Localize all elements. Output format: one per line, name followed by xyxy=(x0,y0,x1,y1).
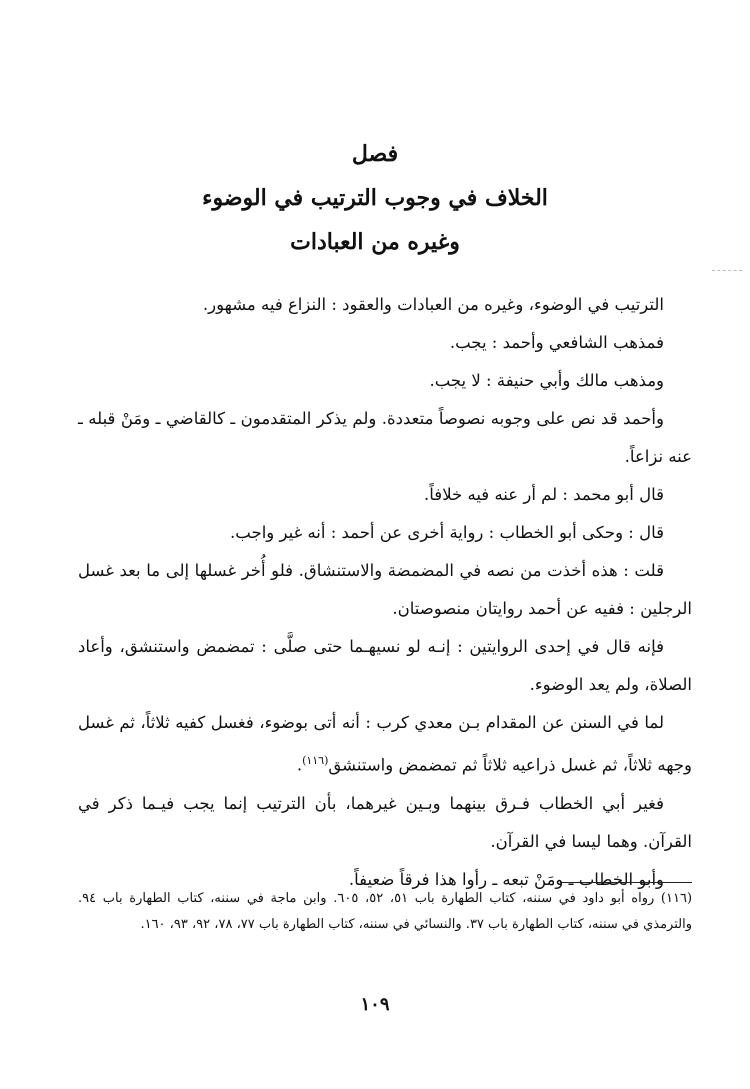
paragraph-1: الترتيب في الوضوء، وغيره من العبادات والعقود : النزاع فيه مشهور. xyxy=(202,295,664,314)
paragraph-6: قال : وحكى أبو الخطاب : رواية أخرى عن أحمد : أنه غير واجب. xyxy=(230,523,664,542)
paragraph-2: فمذهب الشافعي وأحمد : يجب. xyxy=(449,333,664,352)
paragraph-5: قال أبو محمد : لم أر عنه فيه خلافاً. xyxy=(424,485,664,504)
footnote-divider xyxy=(560,882,692,883)
body-text xyxy=(78,286,692,899)
paragraph-11: وأبو الخطاب ـ ومَنْ تبعه ـ رأوا هذا فرقاً ضعيفاً. xyxy=(348,869,664,889)
paragraph-8: فإنه قال في إحدى الروايتين : إنـه لو نسيهـما حتى صلَّى : تمضمض واستنشق، وأعاد الصلاة، ولم يعد الوضوء. xyxy=(78,637,692,694)
page-number: ١٠٩ xyxy=(360,994,390,1015)
section-heading: فصل xyxy=(351,141,399,167)
paragraph-9: لما في السنن عن المقدام بـن معدي كرب : أنه أتى بوضوء، فغسل كفيه ثلاثاً، ثم غسل وجهه ثلاثاً، ثم غسل ذراعيه ثلاثاً ثم تمضمض واستنشق$^{(١١٦)}$. xyxy=(78,713,692,775)
footnote-116: (١١٦) رواه أبو داود في سننه، كتاب الطهارة باب ٥١، ٥٢، ٦٠٥. وابن ماجة في سننه، كتاب الطهارة باب ٩٤. والترمذي في سننه، كتاب الطهارة باب ٣٧. والنسائي في سننه، كتاب الطهارة باب ٧٧، ٧٨، ٩٢، ٩٣، ١٦٠. xyxy=(78,891,693,932)
chapter-headings xyxy=(0,132,750,264)
paragraph-10: فغير أبي الخطاب فـرق بينهما وبـين غيرهما، بأن الترتيب إنما يجب فيـما ذكر في القرآن. وهما ليسا في القرآن. xyxy=(78,793,692,851)
margin-dash-mark xyxy=(712,270,742,271)
footnote-ref-116: (١١٦) xyxy=(302,754,329,767)
paragraph-3: ومذهب مالك وأبي حنيفة : لا يجب. xyxy=(429,371,664,390)
paragraph-4: وأحمد قد نص على وجوبه نصوصاً متعددة. ولم يذكر المتقدمون ـ كالقاضي ـ ومَنْ قبله ـ عنه نزاعاً. xyxy=(78,409,692,466)
chapter-title: الخلاف في وجوب الترتيب في الوضوء xyxy=(202,185,548,211)
paragraph-7: قلت : هذه أخذت من نصه في المضمضة والاستنشاق. فلو أُخر غسلها إلى ما بعد غسل الرجلين : ففيه عن أحمد روايتان منصوصتان. xyxy=(78,561,692,618)
chapter-subtitle: وغيره من العبادات xyxy=(290,229,460,255)
paragraph-9-text: لما في السنن عن المقدام بـن معدي كرب : أنه أتى بوضوء، فغسل كفيه ثلاثاً، ثم غسل وجهه ثلاثاً، ثم غسل ذراعيه ثلاثاً ثم تمضمض واستنشق xyxy=(78,713,692,775)
